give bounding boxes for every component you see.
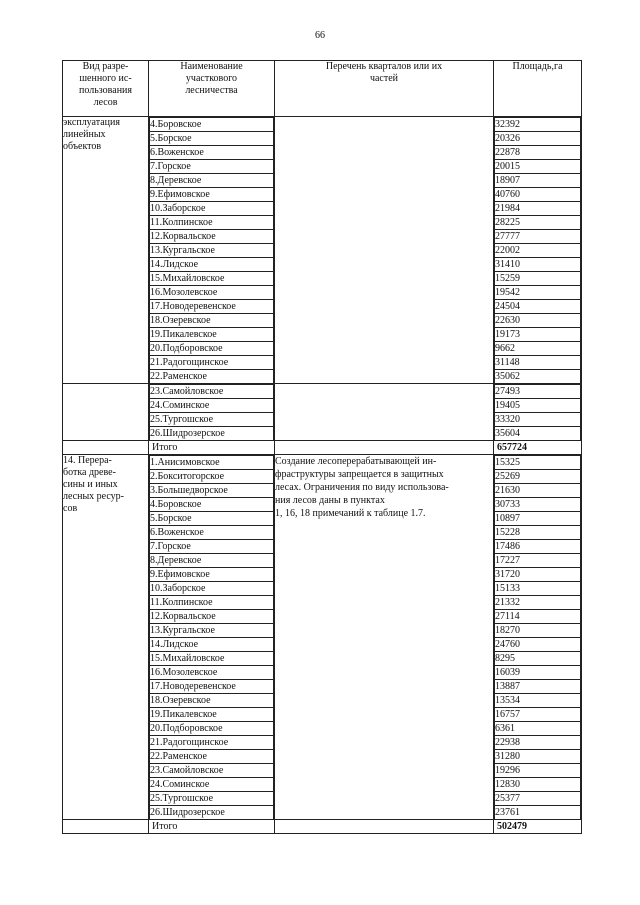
section1-total-row — [63, 441, 582, 455]
section1b-names-cell — [149, 384, 275, 441]
table-row — [495, 427, 581, 441]
forestry-name: 13.Кургальское — [150, 624, 274, 638]
table-row — [150, 399, 274, 413]
table-row — [150, 750, 274, 764]
table-row — [150, 540, 274, 554]
forestry-name: 14.Лидское — [150, 258, 274, 272]
section1b-areas-cell — [494, 384, 582, 441]
forestry-name: 10.Заборское — [150, 582, 274, 596]
table-row — [495, 484, 581, 498]
table-row — [495, 356, 581, 370]
forestry-name: 11.Колпинское — [150, 216, 274, 230]
table-row — [150, 694, 274, 708]
forestry-name: 5.Борское — [150, 512, 274, 526]
table-row — [495, 526, 581, 540]
table-row — [150, 272, 274, 286]
forestry-name: 9.Ефимовское — [150, 188, 274, 202]
table-row — [150, 736, 274, 750]
table-row — [495, 216, 581, 230]
table-row — [150, 666, 274, 680]
section2-total-row — [63, 820, 582, 834]
forestry-name: 2.Бокситогорское — [150, 470, 274, 484]
area-value: 22630 — [495, 314, 581, 328]
area-value: 23761 — [495, 806, 581, 820]
table-row — [495, 118, 581, 132]
table-row — [495, 554, 581, 568]
table-row — [495, 314, 581, 328]
header-area: Площадь,га — [494, 61, 582, 117]
forestry-name: 22.Раменское — [150, 370, 274, 384]
table-row — [150, 160, 274, 174]
forestry-name: 20.Подборовское — [150, 722, 274, 736]
forestry-name: 14.Лидское — [150, 638, 274, 652]
table-row — [150, 582, 274, 596]
area-value: 16039 — [495, 666, 581, 680]
table-row — [495, 568, 581, 582]
table-row — [150, 652, 274, 666]
table-row — [495, 736, 581, 750]
area-value: 25269 — [495, 470, 581, 484]
table-row — [150, 708, 274, 722]
area-value: 35604 — [495, 427, 581, 441]
area-value: 22938 — [495, 736, 581, 750]
section2-total-label: Итого — [149, 820, 275, 834]
table-row — [150, 806, 274, 820]
table-row — [495, 596, 581, 610]
section1-use-type: эксплуатация линейных объектов — [63, 117, 149, 384]
table-row — [495, 174, 581, 188]
forestry-name: 23.Самойловское — [150, 385, 274, 399]
forestry-name: 4.Боровское — [150, 118, 274, 132]
forestry-name: 13.Кургальское — [150, 244, 274, 258]
table-row — [495, 778, 581, 792]
table-row — [495, 610, 581, 624]
table-row — [495, 413, 581, 427]
area-value: 35062 — [495, 370, 581, 384]
area-value: 19542 — [495, 286, 581, 300]
forestry-name: 11.Колпинское — [150, 596, 274, 610]
table-row — [495, 722, 581, 736]
section1b-list-cell — [275, 384, 494, 441]
table-row — [495, 342, 581, 356]
area-value: 33320 — [495, 413, 581, 427]
table-row — [150, 328, 274, 342]
forestry-name: 26.Шидрозерское — [150, 806, 274, 820]
table-row — [495, 666, 581, 680]
table-row — [495, 146, 581, 160]
area-value: 15325 — [495, 456, 581, 470]
section1-part-b — [63, 384, 582, 441]
section1-part-a — [63, 117, 582, 384]
forestry-name: 8.Деревское — [150, 554, 274, 568]
table-row — [495, 258, 581, 272]
section2-description: Создание лесоперерабатывающей ин- фраструктуры запрещается в защитных лесах. Ограничения по виду использова- ния лесов даны в пунктах 1, 16, 18 примечаний к таблице 1.7. — [275, 455, 494, 820]
table-row — [495, 750, 581, 764]
forestry-name: 6.Воженское — [150, 146, 274, 160]
area-value: 17227 — [495, 554, 581, 568]
area-value: 40760 — [495, 188, 581, 202]
table-row — [495, 512, 581, 526]
forestry-name: 22.Раменское — [150, 750, 274, 764]
table-row — [150, 680, 274, 694]
table-row — [495, 470, 581, 484]
table-row — [150, 385, 274, 399]
table-row — [150, 300, 274, 314]
section2-areas-cell — [494, 455, 582, 820]
table-row — [495, 370, 581, 384]
area-value: 27114 — [495, 610, 581, 624]
table-row — [150, 624, 274, 638]
forestry-name: 17.Новодеревенское — [150, 680, 274, 694]
table-row — [150, 512, 274, 526]
area-value: 21332 — [495, 596, 581, 610]
section1-areas-cell — [494, 117, 582, 384]
area-value: 32392 — [495, 118, 581, 132]
area-value: 24760 — [495, 638, 581, 652]
table-row — [150, 722, 274, 736]
table-row — [150, 526, 274, 540]
area-value: 8295 — [495, 652, 581, 666]
area-value: 28225 — [495, 216, 581, 230]
forest-use-table — [62, 60, 582, 834]
area-value: 15133 — [495, 582, 581, 596]
table-row — [150, 342, 274, 356]
table-row — [495, 652, 581, 666]
area-value: 19296 — [495, 764, 581, 778]
table-row — [150, 764, 274, 778]
table-row — [495, 498, 581, 512]
header-quarters-list: Перечень кварталов или их частей — [275, 61, 494, 117]
section2-total-value: 502479 — [494, 820, 582, 834]
area-value: 19405 — [495, 399, 581, 413]
table-row — [150, 498, 274, 512]
table-row — [495, 272, 581, 286]
forestry-name: 5.Борское — [150, 132, 274, 146]
area-value: 9662 — [495, 342, 581, 356]
section2-use-type: 14. Перера- ботка древе- сины и иных лесных ресур- сов — [63, 455, 149, 820]
table-row — [495, 160, 581, 174]
section1-total-empty — [63, 441, 149, 455]
forestry-name: 16.Мозолевское — [150, 666, 274, 680]
table-row — [150, 244, 274, 258]
table-row — [150, 258, 274, 272]
table-row — [495, 385, 581, 399]
forestry-name: 3.Большедворское — [150, 484, 274, 498]
table-row — [150, 146, 274, 160]
area-value: 6361 — [495, 722, 581, 736]
forestry-name: 6.Воженское — [150, 526, 274, 540]
table-row — [495, 300, 581, 314]
table-row — [150, 554, 274, 568]
table-row — [150, 638, 274, 652]
forestry-name: 15.Михайловское — [150, 652, 274, 666]
forestry-name: 25.Тургошское — [150, 792, 274, 806]
table-row — [150, 174, 274, 188]
table-row — [150, 230, 274, 244]
section1b-use-type — [63, 384, 149, 441]
area-value: 19173 — [495, 328, 581, 342]
table-row — [150, 484, 274, 498]
table-row — [150, 596, 274, 610]
table-row — [495, 624, 581, 638]
forestry-name: 10.Заборское — [150, 202, 274, 216]
forestry-name: 24.Соминское — [150, 399, 274, 413]
area-value: 31280 — [495, 750, 581, 764]
area-value: 24504 — [495, 300, 581, 314]
area-value: 10897 — [495, 512, 581, 526]
area-value: 18270 — [495, 624, 581, 638]
section1-list-cell — [275, 117, 494, 384]
section1-total-list-empty — [275, 441, 494, 455]
area-value: 15228 — [495, 526, 581, 540]
table-row — [495, 456, 581, 470]
table-row — [495, 286, 581, 300]
table-row — [150, 370, 274, 384]
area-value: 16757 — [495, 708, 581, 722]
area-value: 25377 — [495, 792, 581, 806]
section1-total-value: 657724 — [494, 441, 582, 455]
forestry-name: 12.Корвальское — [150, 610, 274, 624]
forestry-name: 25.Тургошское — [150, 413, 274, 427]
forestry-name: 17.Новодеревенское — [150, 300, 274, 314]
table-row — [495, 792, 581, 806]
section1-total-label: Итого — [149, 441, 275, 455]
forestry-name: 12.Корвальское — [150, 230, 274, 244]
forestry-name: 21.Радогощинское — [150, 736, 274, 750]
header-use-type: Вид разре- шенного ис- пользования лесов — [63, 61, 149, 117]
table-row — [495, 582, 581, 596]
forestry-name: 20.Подборовское — [150, 342, 274, 356]
forestry-name: 15.Михайловское — [150, 272, 274, 286]
table-row — [495, 132, 581, 146]
forestry-name: 4.Боровское — [150, 498, 274, 512]
area-value: 20326 — [495, 132, 581, 146]
table-row — [495, 638, 581, 652]
area-value: 27777 — [495, 230, 581, 244]
table-row — [495, 806, 581, 820]
forestry-name: 19.Пикалевское — [150, 328, 274, 342]
table-row — [150, 568, 274, 582]
section2-total-empty — [63, 820, 149, 834]
forestry-name: 26.Шидрозерское — [150, 427, 274, 441]
table-row — [150, 356, 274, 370]
area-value: 20015 — [495, 160, 581, 174]
forestry-name: 21.Радогощинское — [150, 356, 274, 370]
forestry-name: 16.Мозолевское — [150, 286, 274, 300]
table-row — [495, 230, 581, 244]
area-value: 31720 — [495, 568, 581, 582]
forestry-name: 18.Озеревское — [150, 314, 274, 328]
section1-names-cell — [149, 117, 275, 384]
table-row — [495, 708, 581, 722]
table-row — [495, 399, 581, 413]
table-row — [150, 778, 274, 792]
area-value: 22002 — [495, 244, 581, 258]
table-row — [495, 694, 581, 708]
forestry-name: 9.Ефимовское — [150, 568, 274, 582]
area-value: 21630 — [495, 484, 581, 498]
table-row — [495, 764, 581, 778]
table-row — [150, 188, 274, 202]
area-value: 13887 — [495, 680, 581, 694]
table-row — [150, 314, 274, 328]
table-row — [150, 427, 274, 441]
page-number: 66 — [315, 30, 325, 41]
area-value: 27493 — [495, 385, 581, 399]
table-row — [495, 244, 581, 258]
table-row — [495, 188, 581, 202]
area-value: 22878 — [495, 146, 581, 160]
header-forestry-name: Наименование участкового лесничества — [149, 61, 275, 117]
table-row — [150, 118, 274, 132]
table-row — [495, 328, 581, 342]
forestry-name: 8.Деревское — [150, 174, 274, 188]
area-value: 21984 — [495, 202, 581, 216]
table-row — [495, 680, 581, 694]
section2-names-cell — [149, 455, 275, 820]
forestry-name: 24.Соминское — [150, 778, 274, 792]
table-row — [150, 286, 274, 300]
table-row — [150, 470, 274, 484]
table-row — [150, 202, 274, 216]
table-row — [495, 202, 581, 216]
forestry-name: 18.Озеревское — [150, 694, 274, 708]
area-value: 31410 — [495, 258, 581, 272]
forestry-name: 1.Анисимовское — [150, 456, 274, 470]
area-value: 13534 — [495, 694, 581, 708]
forestry-name: 7.Горское — [150, 160, 274, 174]
section2-row — [63, 455, 582, 820]
table-row — [150, 792, 274, 806]
forestry-name: 19.Пикалевское — [150, 708, 274, 722]
table-header-row — [63, 61, 582, 117]
area-value: 18907 — [495, 174, 581, 188]
table-row — [150, 610, 274, 624]
table-row — [150, 413, 274, 427]
area-value: 31148 — [495, 356, 581, 370]
table-row — [150, 132, 274, 146]
table-row — [150, 216, 274, 230]
area-value: 30733 — [495, 498, 581, 512]
section2-total-list-empty — [275, 820, 494, 834]
area-value: 15259 — [495, 272, 581, 286]
forestry-name: 23.Самойловское — [150, 764, 274, 778]
area-value: 17486 — [495, 540, 581, 554]
area-value: 12830 — [495, 778, 581, 792]
table-row — [495, 540, 581, 554]
forestry-name: 7.Горское — [150, 540, 274, 554]
table-row — [150, 456, 274, 470]
